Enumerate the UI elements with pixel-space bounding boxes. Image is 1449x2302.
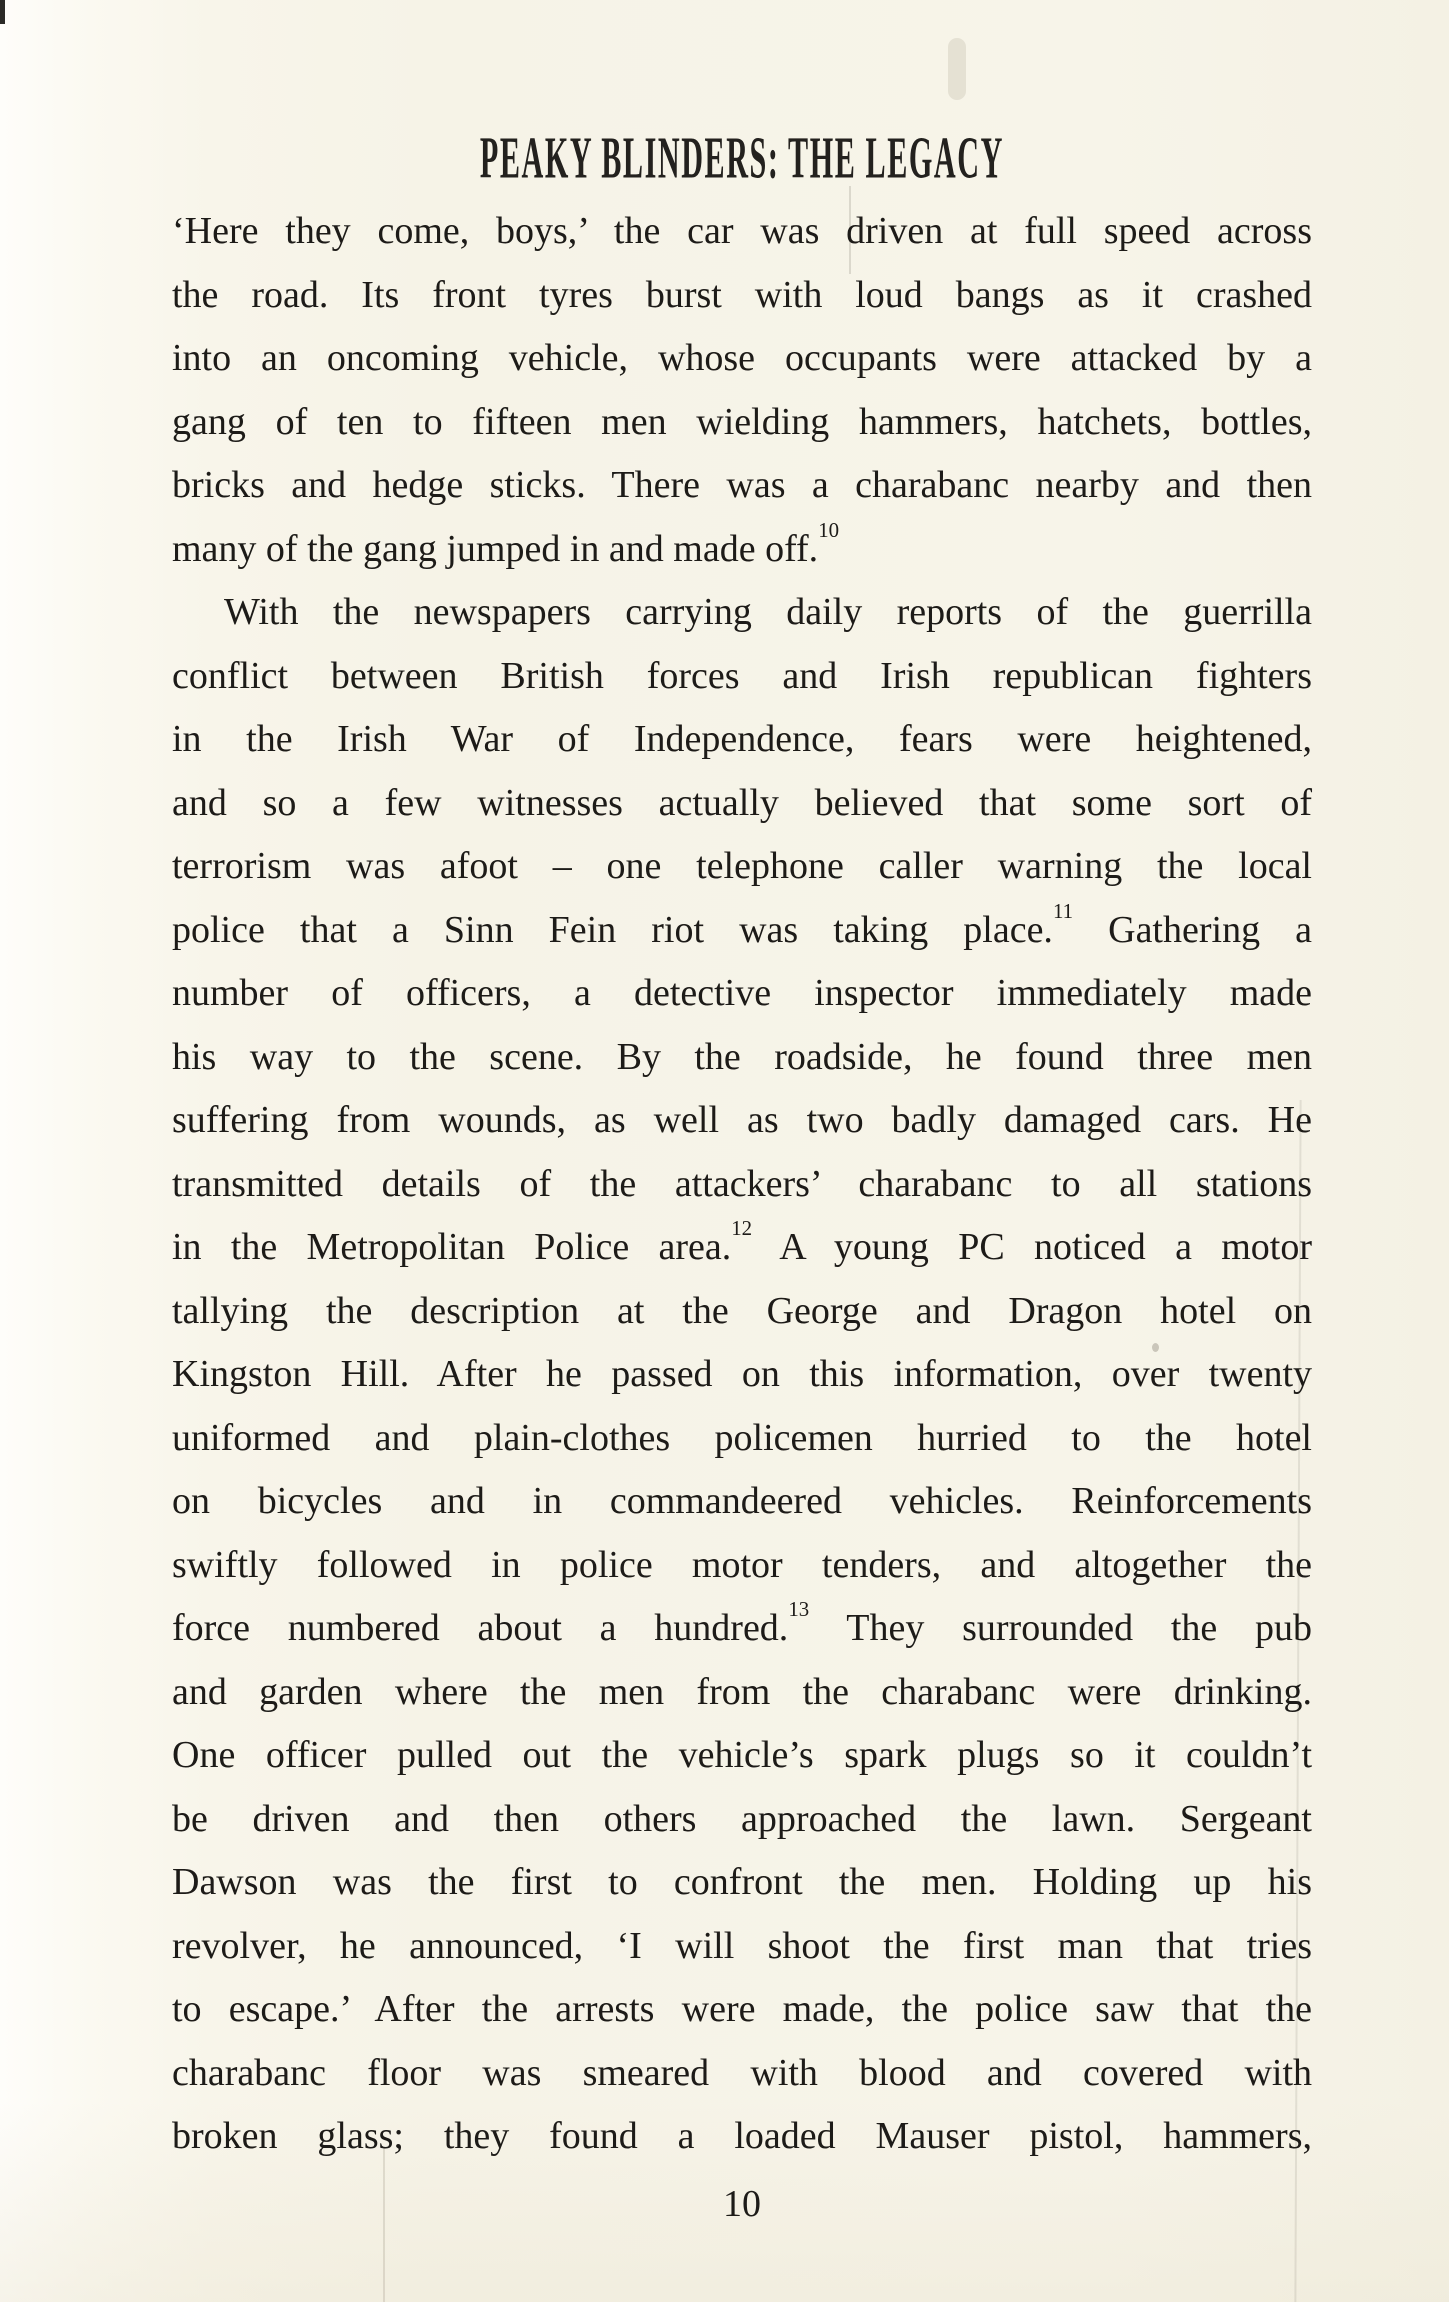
text-line: and garden where the men from the charabanc were drinking. bbox=[172, 1670, 1312, 1713]
footnote-marker: 11 bbox=[1052, 898, 1074, 923]
footnote-marker: 12 bbox=[731, 1216, 753, 1241]
text-line: force numbered about a hundred.$^{13}$ They surrounded the pub bbox=[172, 1597, 1312, 1649]
text-line: broken glass; they found a loaded Mauser pistol, hammers, bbox=[172, 2115, 1312, 2157]
text-line: his way to the scene. By the roadside, he found three men bbox=[172, 1035, 1312, 1078]
text-line: One officer pulled out the vehicle’s spark plugs so it couldn’t bbox=[172, 1734, 1312, 1776]
text-line: on bicycles and in commandeered vehicles. Reinforcements bbox=[172, 1480, 1312, 1522]
text-line: uniformed and plain-clothes policemen hurried to the hotel bbox=[172, 1416, 1312, 1459]
text-line: With the newspapers carrying daily reports of the guerrilla bbox=[224, 591, 1312, 633]
page-number: 10 bbox=[723, 2183, 761, 2225]
text-line: number of officers, a detective inspector immediately made bbox=[172, 972, 1312, 1014]
text-line: into an oncoming vehicle, whose occupants were attacked by a bbox=[172, 337, 1312, 379]
text-line: in the Irish War of Independence, fears were heightened, bbox=[172, 718, 1312, 760]
footnote-marker: 13 bbox=[788, 1597, 810, 1622]
text-line: in the Metropolitan Police area.$^{12}$ A young PC noticed a motor bbox=[172, 1216, 1312, 1268]
text-line: be driven and then others approached the lawn. Sergeant bbox=[172, 1797, 1312, 1840]
text-line: transmitted details of the attackers’ charabanc to all stations bbox=[172, 1162, 1312, 1205]
text-line: bricks and hedge sticks. There was a charabanc nearby and then bbox=[172, 464, 1312, 506]
footnote-marker: 10 bbox=[818, 517, 840, 542]
text-line: and so a few witnesses actually believed that some sort of bbox=[172, 781, 1312, 824]
text-line: Dawson was the first to confront the men. Holding up his bbox=[172, 1861, 1312, 1903]
scan-smudge bbox=[948, 38, 966, 100]
text-line: conflict between British forces and Irish republican fighters bbox=[172, 654, 1312, 697]
text-line: police that a Sinn Fein riot was taking place.$^{11}$ Gathering a bbox=[172, 898, 1312, 951]
running-head-title: PEAKY BLINDERS: THE LEGACY bbox=[479, 124, 1005, 191]
text-line: ‘Here they come, boys,’ the car was driven at full speed across bbox=[172, 210, 1312, 252]
body-text bbox=[172, 200, 1312, 2169]
text-line: gang of ten to fifteen men wielding hammers, hatchets, bottles, bbox=[172, 400, 1312, 443]
scan-corner-mark bbox=[0, 0, 5, 24]
text-line: the road. Its front tyres burst with loud bangs as it crashed bbox=[172, 273, 1312, 316]
text-line: to escape.’ After the arrests were made, the police saw that the bbox=[172, 1988, 1312, 2030]
text-line: tallying the description at the George and Dragon hotel on bbox=[172, 1289, 1312, 1332]
text-line: swiftly followed in police motor tenders, and altogether the bbox=[172, 1543, 1312, 1586]
text-line: suffering from wounds, as well as two badly damaged cars. He bbox=[172, 1099, 1312, 1141]
text-line: terrorism was afoot – one telephone caller warning the local bbox=[172, 845, 1312, 887]
text-line: Kingston Hill. After he passed on this information, over twenty bbox=[172, 1353, 1312, 1395]
text-line: revolver, he announced, ‘I will shoot the first man that tries bbox=[172, 1924, 1312, 1967]
text-line: many of the gang jumped in and made off.$^{10}$ bbox=[172, 517, 840, 570]
running-head bbox=[172, 124, 1312, 203]
text-line: charabanc floor was smeared with blood and covered with bbox=[172, 2051, 1312, 2094]
